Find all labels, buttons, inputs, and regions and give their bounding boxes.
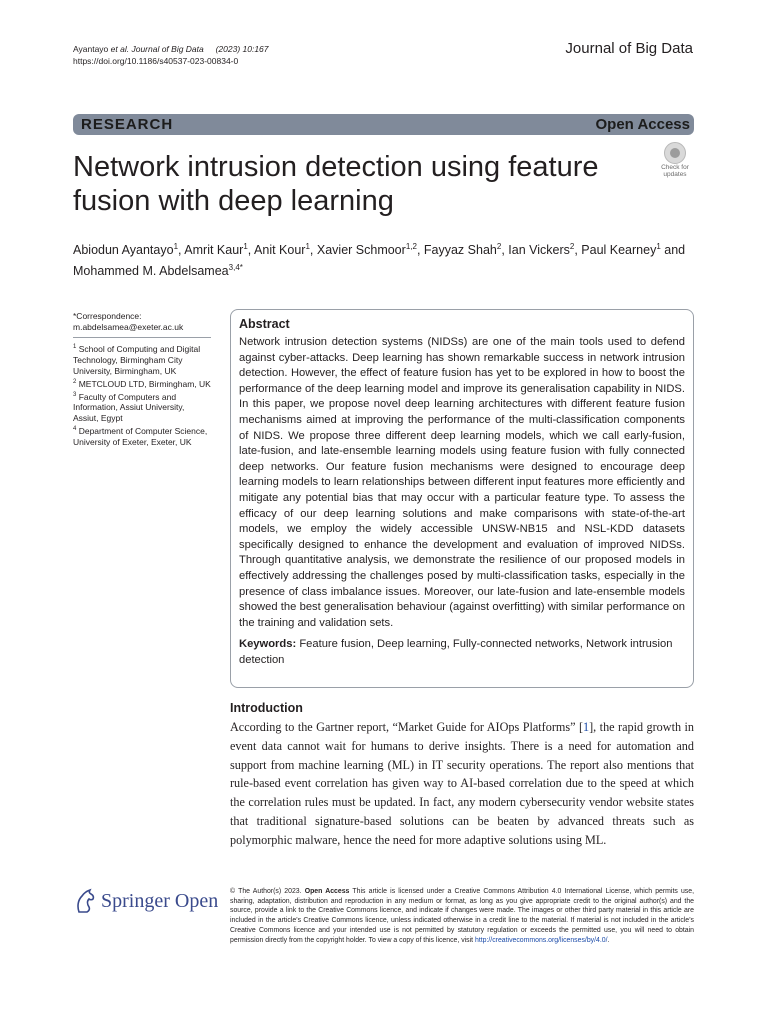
- footer-open-access: Open Access: [304, 888, 350, 895]
- license-link[interactable]: http://creativecommons.org/licenses/by/4.0/: [474, 936, 608, 944]
- article-type-banner: [73, 114, 694, 135]
- check-for-updates-badge[interactable]: [655, 142, 695, 180]
- affiliation-sidebar: [73, 311, 211, 448]
- affiliation-text: METCLOUD LTD, Birmingham, UK: [78, 378, 211, 389]
- author-affil: 1: [305, 242, 310, 251]
- affiliation-item: [73, 377, 211, 390]
- affiliation-text: School of Computing and Digital Technology, Birmingham City University, Birmingham, UK: [73, 343, 201, 376]
- affiliation-item: [73, 390, 211, 425]
- header-authors: Ayantayo: [73, 44, 109, 54]
- author-affil: 1,2: [405, 242, 417, 251]
- header-journal-short: et al. Journal of Big Data: [110, 44, 204, 54]
- introduction-text: [230, 718, 694, 850]
- introduction-heading: Introduction: [230, 701, 303, 715]
- keywords-text: Feature fusion, Deep learning, Fully-connected networks, Network intrusion detection: [239, 638, 673, 666]
- keywords: [239, 637, 685, 668]
- intro-text-part2: ], the rapid growth in event data cannot wait for humans to derive insights. There is a need for automation and support from machine learning (ML) in IT security operations. The report also mentions that rule-based event correlation has given way to AI-based correlation due to the speed at which the correlation rules must be updated. In fact, any modern cybersecurity vendor website states that traditional signature-based solutions can be beaten by advanced threats such as polymorphic malware, hence the need for more adaptive solutions using ML.: [230, 720, 694, 847]
- affiliation-text: Department of Computer Science, University of Exeter, Exeter, UK: [73, 426, 208, 448]
- check-updates-icon: [664, 142, 686, 164]
- author-name: Xavier Schmoor: [316, 243, 406, 258]
- author-name: Ian Vickers: [508, 243, 570, 258]
- affiliation-text: Faculty of Computers and Information, Assiut University, Assiut, Egypt: [73, 391, 185, 424]
- author-affil: 3,4*: [228, 263, 243, 273]
- license-text: This article is licensed under a Creative Commons Attribution 4.0 International License, which permits use, sharing, adaptation, distribution and reproduction in any medium or format, as long as you give appropriate credit to the original author(s) and the source, provide a link to the Creative Commons licence, and indicate if changes were made. The images or other third party material in this article are included in the article’s Creative Commons licence, unless indicated otherwise in a credit line to the material. If material is not included in the article’s Creative Commons licence and your intended use is not permitted by statutory regulation or exceeds the permitted use, you will need to obtain permission directly from the copyright holder. To view a copy of this licence, visit: [230, 888, 694, 944]
- author-affil: 2: [496, 242, 502, 251]
- running-header: [73, 43, 269, 67]
- correspondence: [73, 311, 211, 338]
- citation-link[interactable]: 1: [583, 720, 590, 734]
- author-name: Anit Kour: [254, 243, 306, 258]
- keywords-label: Keywords:: [239, 638, 297, 651]
- affiliation-number: 4: [73, 426, 77, 433]
- correspondence-label: *Correspondence:: [73, 311, 142, 321]
- springer-horse-icon: [73, 888, 97, 914]
- paper-title: Network intrusion detection using feature fusion with deep learning: [73, 151, 599, 217]
- correspondence-email[interactable]: m.abdelsamea@exeter.ac.uk: [73, 322, 184, 332]
- affiliation-number: 2: [73, 378, 77, 385]
- abstract-box: [230, 309, 694, 688]
- springer-open-logo: [73, 888, 223, 918]
- header-doi[interactable]: https://doi.org/10.1186/s40537-023-00834-0: [73, 56, 239, 66]
- author-name: Fayyaz Shah: [423, 243, 497, 258]
- author-name: Amrit Kaur: [184, 243, 244, 258]
- copyright: © The Author(s) 2023.: [230, 888, 302, 895]
- abstract-text: Network intrusion detection systems (NIDSs) are one of the main tools used to defend against cyber-attacks. Deep learning has shown remarkable success in network intrusion detection. However, the effect of feature fusion has yet to be explored in how to boost the performance of the deep learning model and improve its generalisation capability in NIDS. In this paper, we propose novel deep learning architectures with different feature fusion mechanisms aimed at improving the performance of the multi-classification components of NIDS. We propose three different deep learning models, which we call early-fusion, late-fusion, and late-ensemble learning models using feature fusion with fully connected deep networks. Our feature fusion mechanisms were designed to encourage deep learning models to learn relationships between different input features more efficiently and mitigate any potential bias that may occur with a particular feature type. To assess the efficacy of our deep learning solutions and make comparisons with state-of-the-art models, we employ the widely accessible UNSW-NB15 and NSL-KDD datasets specifically designed to enhance the development and evaluation of improved NIDSs. Through quantitative analysis, we demonstrate the resilience of our proposed models in effectively addressing the challenges posed by multi-classification tasks, especially in the presence of class imbalance issues. Moreover, our late-fusion and late-ensemble models showed the best generalisation behaviour (against overfitting) with similar performance on the training and validation sets.: [239, 336, 685, 629]
- author-affil: 2: [569, 242, 575, 251]
- license-end: .: [607, 936, 610, 944]
- open-access-label: Open Access: [595, 116, 690, 133]
- author-name: Abiodun Ayantayo: [73, 243, 174, 258]
- intro-text-part1: According to the Gartner report, “Market Guide for AIOps Platforms” [: [230, 720, 584, 734]
- affiliation-item: [73, 424, 211, 448]
- author-list: Abiodun Ayantayo$^1$, Amrit Kaur$^1$, Anit Kour$^1$, Xavier Schmoor$^{1,2}$, Fayyaz Shah$^2$, Ian Vickers$^2$, Paul Kearney$^1$ and Mohammed M. Abdelsamea$^{3,4*}$: [73, 242, 686, 279]
- author-affil: 1: [243, 242, 248, 251]
- license-footer: [230, 887, 694, 945]
- affiliation-number: 3: [73, 391, 77, 398]
- badge-line2: updates: [663, 171, 687, 178]
- publisher-name: Springer Open: [101, 890, 219, 912]
- affiliation-number: 1: [73, 344, 77, 350]
- author-name: Paul Kearney: [581, 243, 657, 258]
- author-affil: 1: [656, 242, 661, 251]
- affiliation-item: [73, 342, 211, 377]
- header-year-volume: (2023) 10:167: [215, 44, 269, 54]
- abstract-heading: Abstract: [239, 317, 290, 331]
- author-name: Mohammed M. Abdelsamea: [73, 264, 229, 279]
- author-affil: 1: [173, 242, 179, 251]
- badge-line1: Check for: [661, 164, 689, 171]
- journal-name: Journal of Big Data: [565, 40, 693, 57]
- research-label: RESEARCH: [81, 116, 174, 133]
